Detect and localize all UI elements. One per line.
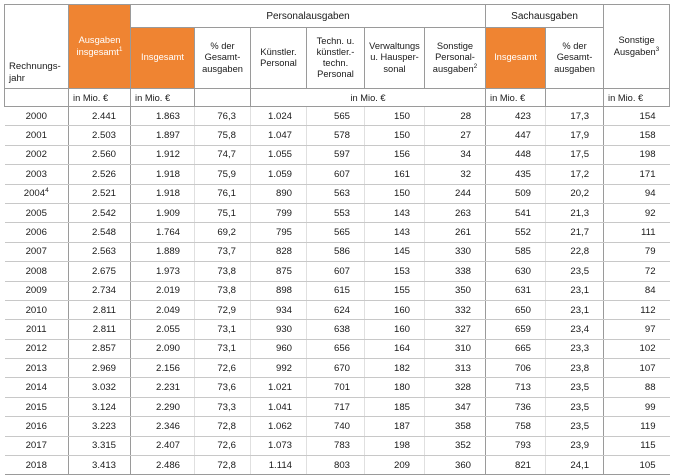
cell-sonst: 105 — [604, 456, 670, 475]
cell-gesamt: 2.675 — [69, 262, 131, 281]
cell-verw: 160 — [365, 300, 425, 319]
cell-year: 2010 — [5, 300, 69, 319]
cell-year: 2012 — [5, 339, 69, 358]
cell-sonst-p: 347 — [425, 397, 486, 416]
header-personal-insgesamt: Insgesamt — [131, 28, 195, 89]
cell-p-pct: 73,8 — [195, 262, 251, 281]
cell-p-ins: 1.918 — [131, 184, 195, 203]
table-row — [5, 436, 670, 455]
cell-sonst: 79 — [604, 242, 670, 261]
cell-tech: 565 — [307, 223, 365, 242]
cell-sonst: 107 — [604, 359, 670, 378]
cell-verw: 161 — [365, 165, 425, 184]
cell-sonst: 171 — [604, 165, 670, 184]
header-sonstige-ausgaben: Sonstige Ausgaben$^3$ — [604, 5, 670, 89]
cell-s-ins: 541 — [486, 203, 546, 222]
table-row — [5, 456, 670, 475]
cell-gesamt: 3.315 — [69, 436, 131, 455]
cell-gesamt: 3.032 — [69, 378, 131, 397]
header-unit-blank — [5, 89, 69, 107]
cell-s-ins: 758 — [486, 417, 546, 436]
cell-sonst-p: 27 — [425, 126, 486, 145]
cell-verw: 198 — [365, 436, 425, 455]
cell-s-ins: 448 — [486, 145, 546, 164]
cell-kuen: 1.024 — [251, 107, 307, 126]
unit-blank-sach-pct — [546, 89, 604, 107]
cell-tech: 597 — [307, 145, 365, 164]
cell-verw: 187 — [365, 417, 425, 436]
cell-tech: 553 — [307, 203, 365, 222]
cell-p-ins: 1.918 — [131, 165, 195, 184]
cell-gesamt: 2.811 — [69, 300, 131, 319]
table-row — [5, 359, 670, 378]
cell-tech: 565 — [307, 107, 365, 126]
cell-sonst: 115 — [604, 436, 670, 455]
cell-s-ins: 552 — [486, 223, 546, 242]
cell-kuen: 960 — [251, 339, 307, 358]
cell-p-ins: 2.156 — [131, 359, 195, 378]
cell-p-ins: 1.863 — [131, 107, 195, 126]
cell-p-ins: 1.889 — [131, 242, 195, 261]
table-row — [5, 242, 670, 261]
cell-sonst: 112 — [604, 300, 670, 319]
cell-gesamt: 3.124 — [69, 397, 131, 416]
cell-sonst-p: 328 — [425, 378, 486, 397]
cell-p-pct: 73,1 — [195, 339, 251, 358]
cell-kuen: 1.021 — [251, 378, 307, 397]
cell-s-pct: 17,3 — [546, 107, 604, 126]
cell-tech: 740 — [307, 417, 365, 436]
table-body — [5, 107, 670, 475]
cell-s-pct: 23,5 — [546, 262, 604, 281]
cell-year: 2003 — [5, 165, 69, 184]
cell-p-pct: 76,1 — [195, 184, 251, 203]
cell-p-ins: 1.973 — [131, 262, 195, 281]
cell-s-ins: 659 — [486, 320, 546, 339]
cell-p-pct: 73,6 — [195, 378, 251, 397]
cell-kuen: 1.073 — [251, 436, 307, 455]
cell-gesamt: 2.560 — [69, 145, 131, 164]
cell-sonst: 94 — [604, 184, 670, 203]
table-row — [5, 262, 670, 281]
cell-year: 2014 — [5, 378, 69, 397]
table-row — [5, 417, 670, 436]
cell-tech: 656 — [307, 339, 365, 358]
cell-tech: 578 — [307, 126, 365, 145]
cell-verw: 145 — [365, 242, 425, 261]
cell-p-pct: 72,9 — [195, 300, 251, 319]
cell-s-pct: 23,4 — [546, 320, 604, 339]
cell-s-ins: 435 — [486, 165, 546, 184]
cell-gesamt: 2.542 — [69, 203, 131, 222]
cell-kuen: 898 — [251, 281, 307, 300]
cell-p-pct: 72,6 — [195, 436, 251, 455]
cell-verw: 182 — [365, 359, 425, 378]
header-rechnungsjahr: Rechnungs-jahr — [5, 5, 69, 89]
cell-sonst-p: 350 — [425, 281, 486, 300]
cell-sonst: 111 — [604, 223, 670, 242]
cell-verw: 185 — [365, 397, 425, 416]
cell-p-ins: 2.486 — [131, 456, 195, 475]
cell-tech: 563 — [307, 184, 365, 203]
cell-p-ins: 2.055 — [131, 320, 195, 339]
cell-sonst-p: 28 — [425, 107, 486, 126]
cell-year: 2002 — [5, 145, 69, 164]
cell-kuen: 1.114 — [251, 456, 307, 475]
table-row — [5, 165, 670, 184]
cell-year: 2006 — [5, 223, 69, 242]
cell-s-pct: 17,2 — [546, 165, 604, 184]
cell-s-pct: 17,5 — [546, 145, 604, 164]
cell-p-ins: 1.764 — [131, 223, 195, 242]
cell-s-pct: 23,9 — [546, 436, 604, 455]
table-row — [5, 203, 670, 222]
cell-sonst-p: 358 — [425, 417, 486, 436]
cell-sonst-p: 330 — [425, 242, 486, 261]
unit-personal-insgesamt: in Mio. € — [131, 89, 195, 107]
cell-tech: 638 — [307, 320, 365, 339]
cell-kuen: 934 — [251, 300, 307, 319]
cell-year: 2005 — [5, 203, 69, 222]
cell-p-pct: 73,8 — [195, 281, 251, 300]
table-row — [5, 223, 670, 242]
cell-p-pct: 72,8 — [195, 417, 251, 436]
cell-sonst: 154 — [604, 107, 670, 126]
cell-gesamt: 2.969 — [69, 359, 131, 378]
cell-gesamt: 2.441 — [69, 107, 131, 126]
cell-year: 2016 — [5, 417, 69, 436]
cell-tech: 624 — [307, 300, 365, 319]
cell-s-ins: 585 — [486, 242, 546, 261]
cell-tech: 586 — [307, 242, 365, 261]
cell-s-pct: 21,3 — [546, 203, 604, 222]
cell-year: 2007 — [5, 242, 69, 261]
cell-s-pct: 23,1 — [546, 281, 604, 300]
cell-sonst-p: 34 — [425, 145, 486, 164]
table-row — [5, 339, 670, 358]
cell-s-pct: 22,8 — [546, 242, 604, 261]
cell-p-ins: 2.407 — [131, 436, 195, 455]
cell-p-ins: 2.290 — [131, 397, 195, 416]
expenditure-table — [4, 4, 670, 475]
cell-p-pct: 75,1 — [195, 203, 251, 222]
cell-verw: 143 — [365, 203, 425, 222]
cell-s-pct: 23,1 — [546, 300, 604, 319]
cell-year: 2009 — [5, 281, 69, 300]
cell-p-pct: 75,8 — [195, 126, 251, 145]
cell-sonst-p: 32 — [425, 165, 486, 184]
cell-verw: 153 — [365, 262, 425, 281]
cell-s-ins: 713 — [486, 378, 546, 397]
cell-verw: 164 — [365, 339, 425, 358]
table-row — [5, 300, 670, 319]
table-row — [5, 126, 670, 145]
header-sach-insgesamt: Insgesamt — [486, 28, 546, 89]
cell-kuen: 1.055 — [251, 145, 307, 164]
cell-gesamt: 3.413 — [69, 456, 131, 475]
cell-year: 2004$^4$ — [5, 184, 69, 203]
header-sach-pct: % der Gesamt-ausgaben — [546, 28, 604, 89]
cell-verw: 180 — [365, 378, 425, 397]
header-personalausgaben: Personalausgaben — [131, 5, 486, 28]
cell-s-ins: 793 — [486, 436, 546, 455]
cell-sonst-p: 352 — [425, 436, 486, 455]
cell-tech: 717 — [307, 397, 365, 416]
cell-verw: 150 — [365, 184, 425, 203]
cell-gesamt: 2.563 — [69, 242, 131, 261]
cell-p-ins: 2.346 — [131, 417, 195, 436]
cell-kuen: 890 — [251, 184, 307, 203]
cell-s-pct: 23,5 — [546, 378, 604, 397]
cell-verw: 143 — [365, 223, 425, 242]
cell-tech: 803 — [307, 456, 365, 475]
unit-ausgaben-insgesamt: in Mio. € — [69, 89, 131, 107]
cell-p-pct: 74,7 — [195, 145, 251, 164]
cell-p-pct: 69,2 — [195, 223, 251, 242]
cell-s-pct: 20,2 — [546, 184, 604, 203]
unit-sach-insgesamt: in Mio. € — [486, 89, 546, 107]
cell-s-pct: 23,8 — [546, 359, 604, 378]
header-ausgaben-insgesamt: Ausgaben insgesamt$^1$ — [69, 5, 131, 89]
cell-gesamt: 2.811 — [69, 320, 131, 339]
cell-p-pct: 72,8 — [195, 456, 251, 475]
table-row — [5, 145, 670, 164]
cell-gesamt: 2.521 — [69, 184, 131, 203]
cell-kuen: 992 — [251, 359, 307, 378]
cell-sonst-p: 310 — [425, 339, 486, 358]
cell-sonst-p: 244 — [425, 184, 486, 203]
cell-sonst: 198 — [604, 145, 670, 164]
cell-gesamt: 2.734 — [69, 281, 131, 300]
cell-gesamt: 2.548 — [69, 223, 131, 242]
header-kuenstler-personal: Künstler. Personal — [251, 28, 307, 89]
unit-personal-detail: in Mio. € — [251, 89, 486, 107]
cell-kuen: 930 — [251, 320, 307, 339]
table-row — [5, 184, 670, 203]
cell-year: 2015 — [5, 397, 69, 416]
cell-year: 2017 — [5, 436, 69, 455]
cell-p-ins: 2.019 — [131, 281, 195, 300]
cell-s-ins: 631 — [486, 281, 546, 300]
cell-year: 2013 — [5, 359, 69, 378]
cell-sonst-p: 263 — [425, 203, 486, 222]
header-sachausgaben: Sachausgaben — [486, 5, 604, 28]
cell-tech: 783 — [307, 436, 365, 455]
cell-gesamt: 3.223 — [69, 417, 131, 436]
cell-kuen: 1.047 — [251, 126, 307, 145]
table-row — [5, 320, 670, 339]
cell-gesamt: 2.526 — [69, 165, 131, 184]
header-sonstige-personal: Sonstige Personal-ausgaben$^2$ — [425, 28, 486, 89]
cell-kuen: 1.059 — [251, 165, 307, 184]
cell-kuen: 1.041 — [251, 397, 307, 416]
cell-tech: 607 — [307, 262, 365, 281]
cell-tech: 670 — [307, 359, 365, 378]
cell-p-pct: 73,1 — [195, 320, 251, 339]
header-techn-personal: Techn. u. künstler.-techn. Personal — [307, 28, 365, 89]
cell-sonst-p: 332 — [425, 300, 486, 319]
cell-sonst: 119 — [604, 417, 670, 436]
cell-sonst: 97 — [604, 320, 670, 339]
cell-sonst: 92 — [604, 203, 670, 222]
cell-sonst-p: 327 — [425, 320, 486, 339]
cell-kuen: 799 — [251, 203, 307, 222]
header-verwaltung-personal: Verwaltungs u. Hausper-sonal — [365, 28, 425, 89]
cell-verw: 160 — [365, 320, 425, 339]
header-personal-pct: % der Gesamt-ausgaben — [195, 28, 251, 89]
unit-blank-pct — [195, 89, 251, 107]
cell-verw: 156 — [365, 145, 425, 164]
cell-kuen: 1.062 — [251, 417, 307, 436]
table-row — [5, 397, 670, 416]
cell-verw: 150 — [365, 107, 425, 126]
table-row — [5, 107, 670, 126]
cell-sonst-p: 338 — [425, 262, 486, 281]
cell-sonst: 88 — [604, 378, 670, 397]
table-row — [5, 281, 670, 300]
cell-s-pct: 23,5 — [546, 417, 604, 436]
cell-s-pct: 23,3 — [546, 339, 604, 358]
cell-s-ins: 509 — [486, 184, 546, 203]
cell-verw: 150 — [365, 126, 425, 145]
cell-p-ins: 1.897 — [131, 126, 195, 145]
cell-sonst: 102 — [604, 339, 670, 358]
table-wrapper — [4, 4, 670, 475]
cell-tech: 701 — [307, 378, 365, 397]
cell-s-pct: 23,5 — [546, 397, 604, 416]
cell-s-ins: 665 — [486, 339, 546, 358]
cell-sonst-p: 313 — [425, 359, 486, 378]
cell-p-ins: 2.090 — [131, 339, 195, 358]
cell-sonst: 99 — [604, 397, 670, 416]
cell-s-pct: 21,7 — [546, 223, 604, 242]
cell-p-pct: 73,3 — [195, 397, 251, 416]
cell-p-pct: 76,3 — [195, 107, 251, 126]
cell-p-pct: 72,6 — [195, 359, 251, 378]
cell-tech: 607 — [307, 165, 365, 184]
cell-year: 2011 — [5, 320, 69, 339]
cell-p-ins: 2.049 — [131, 300, 195, 319]
cell-year: 2018 — [5, 456, 69, 475]
cell-s-ins: 650 — [486, 300, 546, 319]
cell-p-pct: 75,9 — [195, 165, 251, 184]
cell-s-ins: 447 — [486, 126, 546, 145]
table-row — [5, 378, 670, 397]
unit-sonstige-ausgaben: in Mio. € — [604, 89, 670, 107]
cell-s-pct: 24,1 — [546, 456, 604, 475]
cell-sonst-p: 261 — [425, 223, 486, 242]
cell-p-pct: 73,7 — [195, 242, 251, 261]
cell-sonst-p: 360 — [425, 456, 486, 475]
cell-tech: 615 — [307, 281, 365, 300]
cell-gesamt: 2.857 — [69, 339, 131, 358]
cell-year: 2001 — [5, 126, 69, 145]
cell-year: 2008 — [5, 262, 69, 281]
cell-s-ins: 630 — [486, 262, 546, 281]
cell-sonst: 158 — [604, 126, 670, 145]
cell-p-ins: 1.909 — [131, 203, 195, 222]
cell-s-pct: 17,9 — [546, 126, 604, 145]
cell-gesamt: 2.503 — [69, 126, 131, 145]
cell-kuen: 795 — [251, 223, 307, 242]
cell-sonst: 84 — [604, 281, 670, 300]
cell-s-ins: 736 — [486, 397, 546, 416]
cell-verw: 209 — [365, 456, 425, 475]
cell-s-ins: 706 — [486, 359, 546, 378]
cell-kuen: 828 — [251, 242, 307, 261]
cell-p-ins: 2.231 — [131, 378, 195, 397]
cell-sonst: 72 — [604, 262, 670, 281]
cell-p-ins: 1.912 — [131, 145, 195, 164]
cell-kuen: 875 — [251, 262, 307, 281]
cell-verw: 155 — [365, 281, 425, 300]
cell-s-ins: 423 — [486, 107, 546, 126]
cell-year: 2000 — [5, 107, 69, 126]
cell-s-ins: 821 — [486, 456, 546, 475]
